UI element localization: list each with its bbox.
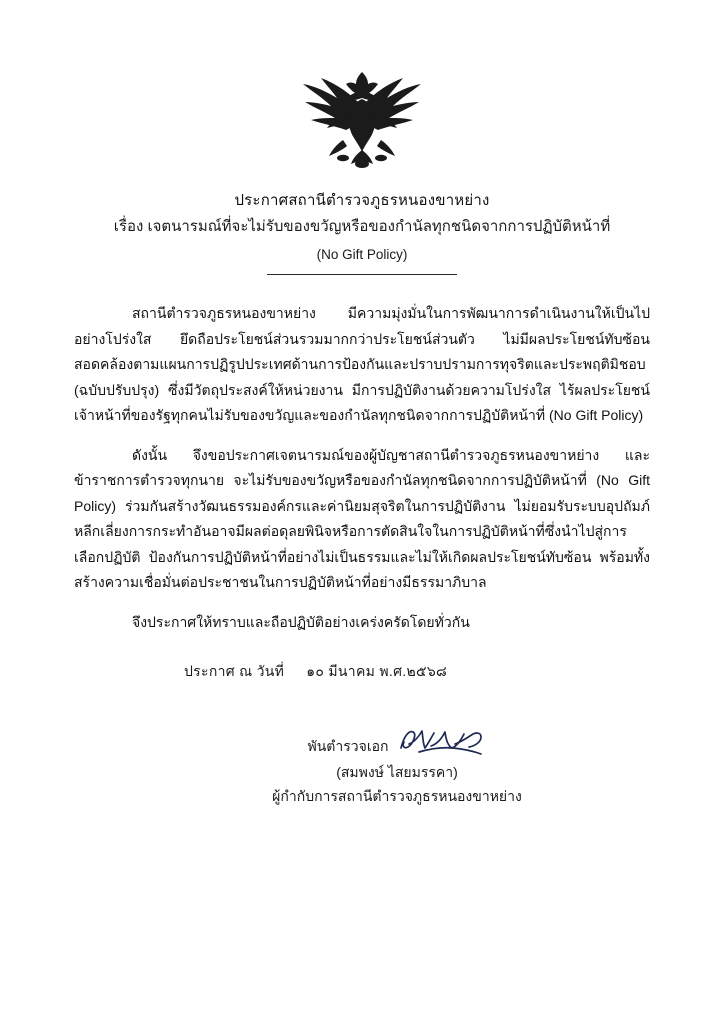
garuda-emblem-icon <box>299 66 425 170</box>
heading-line-2: เรื่อง เจตนารมณ์ที่จะไม่รับของขวัญหรือของกำนัลทุกชนิดจากการปฏิบัติหน้าที่ <box>113 218 611 235</box>
signer-name: (สมพงษ์ ไสยมรรคา) <box>336 764 458 780</box>
paragraph-2: ดังนั้น จึงขอประกาศเจตนารมณ์ของผู้บัญชาสถานีตำรวจภูธรหนองขาหย่าง และข้าราชการตำรวจทุกนาย จะไม่รับของขวัญหรือของกำนัลทุกชนิดจากการปฏิบัติหน้าที่ (No Gift Policy) ร่วมกันสร้างวัฒนธรรมองค์กรและค่านิยมสุจริตในการปฏิบัติงาน ไม่ยอมรับระบบอุปถัมภ์ หลีกเลี่ยงการกระทำอันอาจมีผลต่อดุลยพินิจหรือการตัดสินใจในการปฏิบัติหน้าที่ซึ่งนำไปสู่การเลือกปฏิบัติ ป้องกันการปฏิบัติหน้าที่อย่างไม่เป็นธรรมและไม่ให้เกิดผลประโยชน์ทับซ้อน พร้อมทั้งสร้างความเชื่อมั่นต่อประชาชนในการปฏิบัติหน้าที่อย่างมีธรรมาภิบาล <box>74 446 650 590</box>
handwritten-signature-icon <box>395 722 487 762</box>
heading-divider <box>267 274 457 275</box>
heading-line-1: ประกาศสถานีตำรวจภูธรหนองขาหย่าง <box>234 192 490 209</box>
signer-position: ผู้กำกับการสถานีตำรวจภูธรหนองขาหย่าง <box>272 788 522 804</box>
date-value: ๑๐ มีนาคม พ.ศ.๒๕๖๘ <box>306 663 448 679</box>
emblem-container <box>74 66 650 176</box>
signer-rank: พันตำรวจเอก <box>307 738 389 754</box>
paragraph-3: จึงประกาศให้ทราบและถือปฏิบัติอย่างเคร่งครัดโดยทั่วกัน <box>132 613 470 630</box>
date-line <box>74 659 650 684</box>
signature-block <box>74 724 650 808</box>
signature-row <box>144 724 650 758</box>
date-prefix: ประกาศ ณ วันที่ <box>184 663 285 679</box>
heading-line-3: (No Gift Policy) <box>316 247 408 262</box>
document-body <box>74 301 650 808</box>
document-heading <box>74 188 650 268</box>
paragraph-1: สถานีตำรวจภูธรหนองขาหย่าง มีความมุ่งมั่นในการพัฒนาการดำเนินงานให้เป็นไปอย่างโปร่งใส ยึดถือประโยชน์ส่วนรวมมากกว่าประโยชน์ส่วนตัว ไม่มีผลประโยชน์ทับซ้อน สอดคล้องตามแผนการปฏิรูปประเทศด้านการป้องกันและปราบปรามการทุจริตและประพฤติมิชอบ (ฉบับปรับปรุง) ซึ่งมีวัตถุประสงค์ให้หน่วยงาน มีการปฏิบัติงานด้วยความโปร่งใส ไร้ผลประโยชน์ เจ้าหน้าที่ของรัฐทุกคนไม่รับของขวัญและของกำนัลทุกชนิดจากการปฏิบัติหน้าที่ (No Gift Policy) <box>74 305 650 423</box>
heading-divider-container <box>74 274 650 275</box>
